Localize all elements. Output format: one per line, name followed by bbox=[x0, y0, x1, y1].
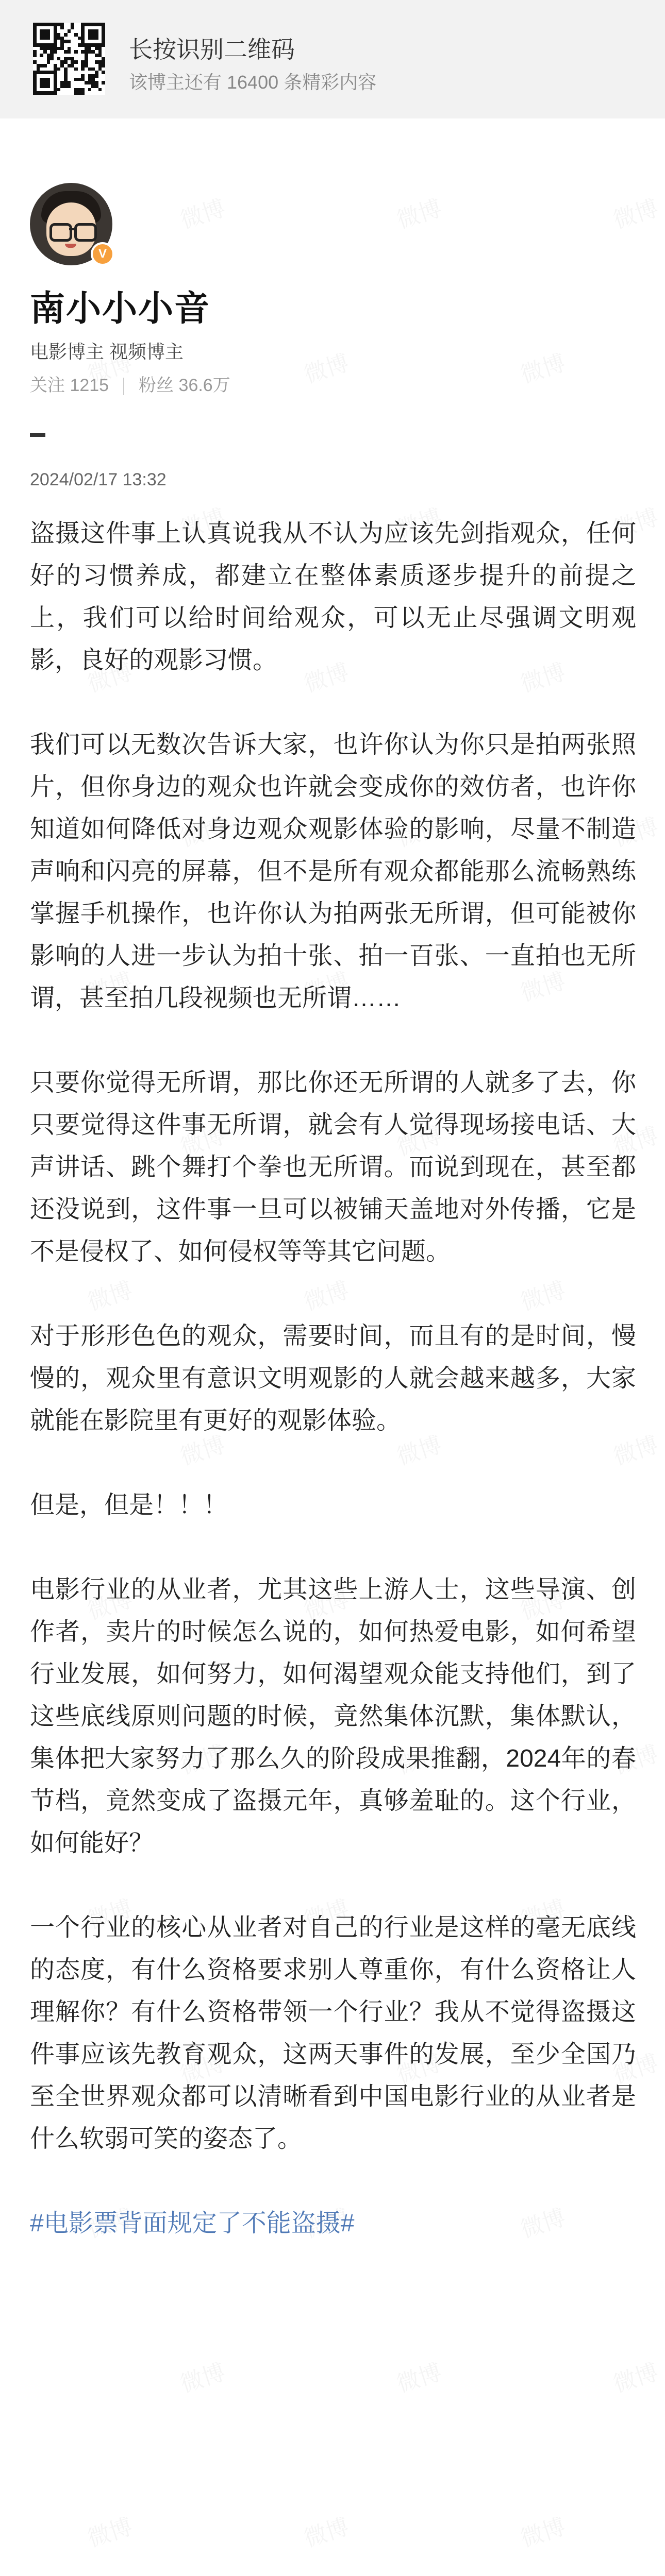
watermark-text bbox=[175, 2353, 228, 2399]
post-paragraph: 只要你觉得无所谓，那比你还无所谓的人就多了去，你只要觉得这件事无所谓，就会有人觉得现场接电话、大声讲话、跳个舞打个拳也无所谓。而说到现在，甚至都还没说到，这件事一旦可以被铺天盖地对外传播，它是不是侵权了、如何侵权等等其它问题。 bbox=[30, 1069, 636, 1265]
post-paragraph: 对于形形色色的观众，需要时间，而且有的是时间，慢慢的，观众里有意识文明观影的人就会越来越多，大家就能在影院里有更好的观影体验。 bbox=[30, 1323, 636, 1434]
post-paragraph: 但是，但是！！！ bbox=[30, 1492, 228, 1519]
profile-stats bbox=[30, 371, 230, 396]
profile-name[interactable]: 南小小小音 bbox=[30, 289, 211, 328]
follow-count[interactable]: 关注 1215 bbox=[30, 376, 109, 395]
post-paragraph: 电影行业的从业者，尤其这些上游人士，这些导演、创作者，卖片的时候怎么说的，如何热爱电影，如何希望行业发展，如何努力，如何渴望观众能支持他们，到了这些底线原则问题的时候，竟然集体沉默，集体默认，集体把大家努力了那么久的阶段成果推翻，2024年的春节档，竟然变成了盗摄元年，真够羞耻的。这个行业，如何能好？ bbox=[30, 1576, 636, 1857]
watermark-text bbox=[608, 2353, 661, 2399]
watermark-text bbox=[299, 2508, 352, 2553]
watermark-text bbox=[516, 2508, 569, 2553]
qr-banner[interactable] bbox=[0, 0, 665, 118]
post-body bbox=[30, 513, 636, 2287]
watermark-text bbox=[175, 190, 228, 235]
post-date: 2024/02/17 13:32 bbox=[30, 470, 167, 489]
hashtag-link[interactable]: #电影票背面规定了不能盗摄# bbox=[30, 2210, 355, 2237]
qr-code-icon[interactable] bbox=[33, 23, 105, 95]
banner-title: 长按识别二维码 bbox=[129, 36, 295, 63]
verified-badge-icon: V bbox=[91, 242, 114, 266]
divider bbox=[30, 433, 45, 437]
post-paragraph: 一个行业的核心从业者对自己的行业是这样的毫无底线的态度，有什么资格要求别人尊重你，有什么资格让人理解你？有什么资格带领一个行业？我从不觉得盗摄这件事应该先教育观众，这两天事件的发展，至少全国乃至全世界观众都可以清晰看到中国电影行业的从业者是什么软弱可笑的姿态了。 bbox=[30, 1914, 636, 2153]
watermark-text bbox=[392, 2353, 445, 2399]
divider bbox=[123, 378, 124, 395]
post-paragraph: 盗摄这件事上认真说我从不认为应该先剑指观众，任何好的习惯养成，都建立在整体素质逐步提升的前提之上，我们可以给时间给观众，可以无止尽强调文明观影，良好的观影习惯。 bbox=[30, 520, 636, 674]
watermark-text bbox=[516, 344, 569, 389]
watermark-text bbox=[392, 190, 445, 235]
post-paragraph: 我们可以无数次告诉大家，也许你认为你只是拍两张照片，但你身边的观众也许就会变成你的效仿者，也许你知道如何降低对身边观众观影体验的影响，尽量不制造声响和闪亮的屏幕，但不是所有观众都能那么流畅熟练掌握手机操作，也许你认为拍两张无所谓，但可能被你影响的人进一步认为拍十张、拍一百张、一直拍也无所谓，甚至拍几段视频也无所谓…… bbox=[30, 731, 636, 1012]
banner-subtitle: 该博主还有 16400 条精彩内容 bbox=[129, 72, 377, 93]
fans-count[interactable]: 粉丝 36.6万 bbox=[139, 376, 230, 395]
watermark-text bbox=[82, 2508, 136, 2553]
watermark-text bbox=[299, 344, 352, 389]
watermark-text bbox=[608, 190, 661, 235]
profile-tags: 电影博主 视频博主 bbox=[30, 341, 184, 362]
